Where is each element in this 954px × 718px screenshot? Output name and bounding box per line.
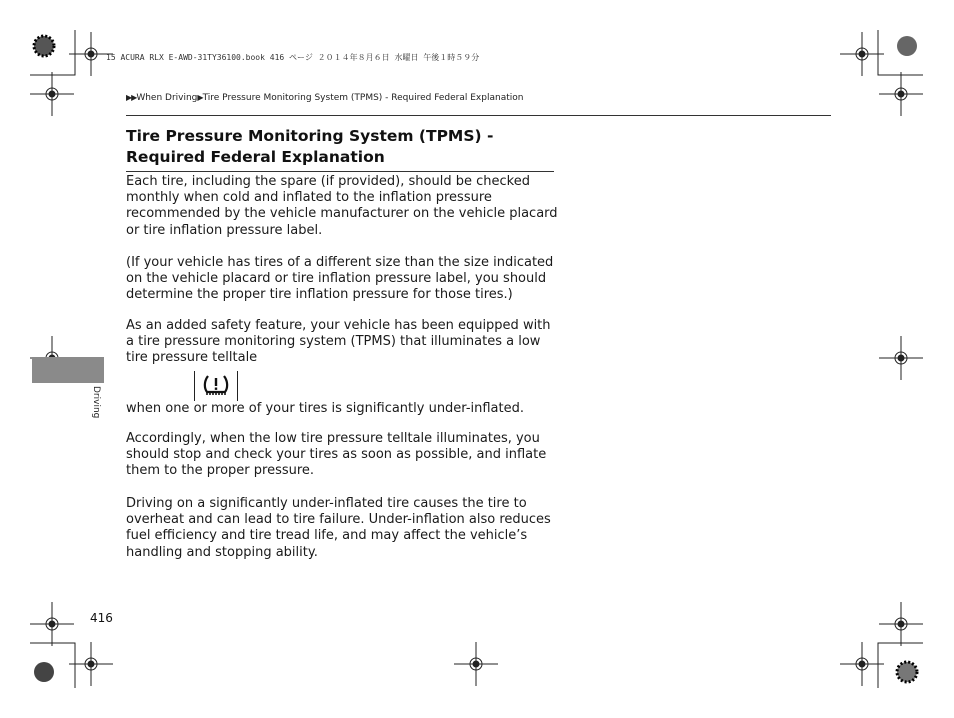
paragraph-tpms-feature: As an added safety feature, your vehicle has been equipped with a tire pressure monitoring system (TPMS) that illuminates a low tire pressure telltale: [126, 318, 551, 366]
color-calibration-circle-icon: [34, 36, 54, 56]
paragraph-tire-check: Each tire, including the spare (if provided), should be checked monthly when cold and inflated to the inflation pressure recommended by the vehicle manufacturer on the vehicle placard or tire inflation pressure label.: [126, 174, 558, 238]
page-title: Tire Pressure Monitoring System (TPMS) - Required Federal Explanation: [126, 127, 494, 166]
paragraph-under-inflated: when one or more of your tires is significantly under-inflated.: [126, 401, 524, 416]
page-number: 416: [90, 611, 113, 625]
breadcrumb-topic[interactable]: Tire Pressure Monitoring System (TPMS) - Required Federal Explanation: [202, 93, 524, 103]
breadcrumb-section[interactable]: When Driving: [136, 93, 198, 103]
print-info: 15 ACURA RLX E-AWD-31TY36100.book 416 ページ ２０１４年８月６日 水曜日 午後１時５９分: [106, 53, 480, 62]
section-tab-label: Driving: [91, 386, 101, 419]
breadcrumb-separator: ▶: [197, 93, 203, 102]
color-calibration-circle-icon: [34, 662, 54, 682]
title-divider: [126, 171, 554, 172]
paragraph-driving-under-inflated: Driving on a significantly under-inflated tire causes the tire to overheat and can lead to tire failure. Under-inflation also reduces fuel efficiency and tire tread life, and may affect the vehicle’s handling and stopping ability.: [126, 496, 551, 560]
color-calibration-circle-icon: [897, 36, 917, 56]
section-tab: [32, 357, 104, 383]
tpms-telltale-box: [194, 371, 238, 401]
breadcrumb: [126, 93, 523, 103]
header-divider: [126, 115, 831, 116]
breadcrumb-arrows: ▶▶: [126, 93, 137, 102]
color-calibration-circle-icon: [897, 662, 917, 682]
paragraph-telltale-illuminates: Accordingly, when the low tire pressure telltale illuminates, you should stop and check your tires as soon as possible, and inflate them to the proper pressure.: [126, 431, 547, 479]
low-tire-pressure-telltale-icon: [201, 373, 231, 399]
paragraph-different-size: (If your vehicle has tires of a different size than the size indicated on the vehicle placard or tire inflation pressure label, you should determine the proper tire inflation pressure for those tires.): [126, 255, 554, 303]
